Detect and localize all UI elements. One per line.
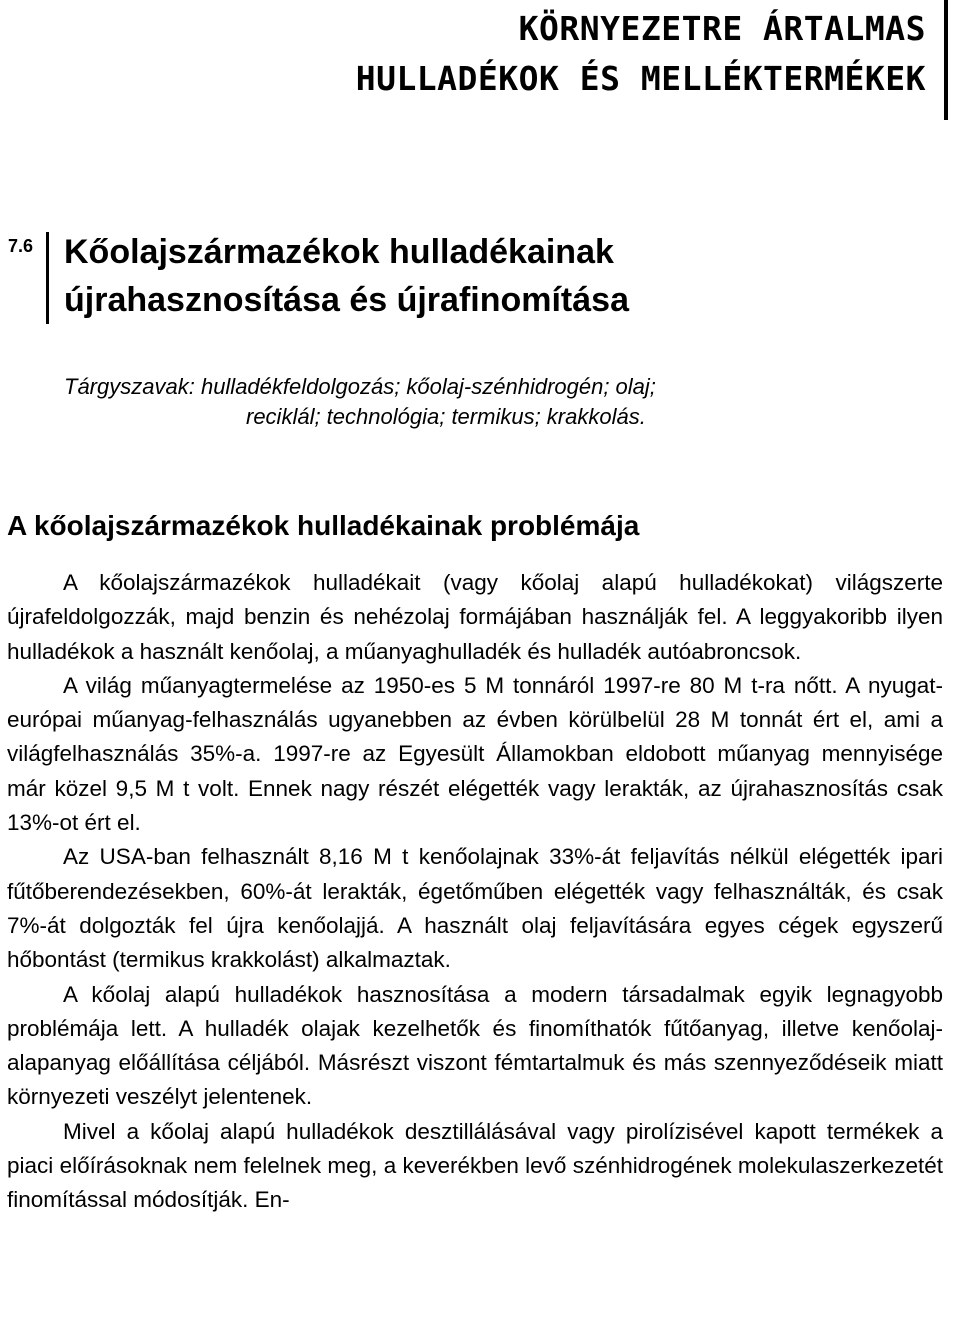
- paragraph: Az USA-ban felhasznált 8,16 M t kenőolajnak 33%-át feljavítás nélkül elégették ipari fűtőberendezésekben, 60%-át lerakták, égetőműben elégették vagy felhasználták, és csak 7%-át dolgozták fel újra kenőolajjá. A használt olaj feljavítására egyes cégek egyszerű hőbontást (termikus krakkolást) alkalmaztak.: [7, 844, 943, 973]
- running-header-line-2: HULLADÉKOK ÉS MELLÉKTERMÉKEK: [355, 59, 926, 98]
- paragraph: A kőolaj alapú hulladékok hasznosítása a modern társadalmak egyik legnagyobb problémája lett. A hulladék olajak kezelhetők és finomíthatók fűtőanyag, illetve kenőolaj-alapanyag előállítása céljából. Másrészt viszont fémtartalmuk és más szennyeződéseik miatt környezeti veszélyt jelentenek.: [7, 981, 943, 1110]
- keywords: [64, 372, 864, 432]
- chapter-title: [64, 228, 629, 324]
- running-header: [356, 4, 926, 104]
- body-text: [7, 566, 943, 1218]
- keywords-label: Tárgyszavak:: [64, 374, 195, 399]
- paragraph: A kőolajszármazékok hulladékait (vagy kőolaj alapú hulladékokat) világszerte újrafeldolgozzák, majd benzin és nehézolaj formájában használják fel. A leggyakoribb ilyen hulladékok a használt kenőolaj, a műanyaghulladék és hulladék autóabroncsok.: [7, 570, 943, 664]
- keywords-line-1: hulladékfeldolgozás; kőolaj-szénhidrogén; olaj;: [200, 374, 656, 399]
- title-vertical-rule: [46, 232, 49, 324]
- paragraph: Mivel a kőolaj alapú hulladékok desztillálásával vagy pirolízisével kapott termékek a piaci előírásoknak nem felelnek meg, a keverékben levő szénhidrogének molekulaszerkezetét finomítással módosítják. En-: [7, 1118, 943, 1213]
- header-vertical-rule: [944, 0, 948, 120]
- section-number: 7.6: [8, 236, 34, 256]
- section-heading: A kőolajszármazékok hulladékainak problémája: [7, 510, 640, 541]
- paragraph: A világ műanyagtermelése az 1950-es 5 M tonnáról 1997-re 80 M t-ra nőtt. A nyugat-európai műanyag-felhasználás ugyanebben az évben körülbelül 28 M tonnát ért el, ami a világfelhasználás 35%-a. 1997-re az Egyesült Államokban eldobott műanyag mennyisége már közel 9,5 M t volt. Ennek nagy részét elégették vagy lerakták, az újrahasznosítás csak 13%-ot ért el.: [7, 672, 943, 836]
- running-header-line-1: KÖRNYEZETRE ÁRTALMAS: [518, 9, 926, 48]
- chapter-title-line-2: újrahasznosítása és újrafinomítása: [64, 281, 629, 319]
- keywords-line-2: reciklál; technológia; termikus; krakkolás.: [246, 404, 646, 429]
- chapter-title-line-1: Kőolajszármazékok hulladékainak: [64, 233, 614, 271]
